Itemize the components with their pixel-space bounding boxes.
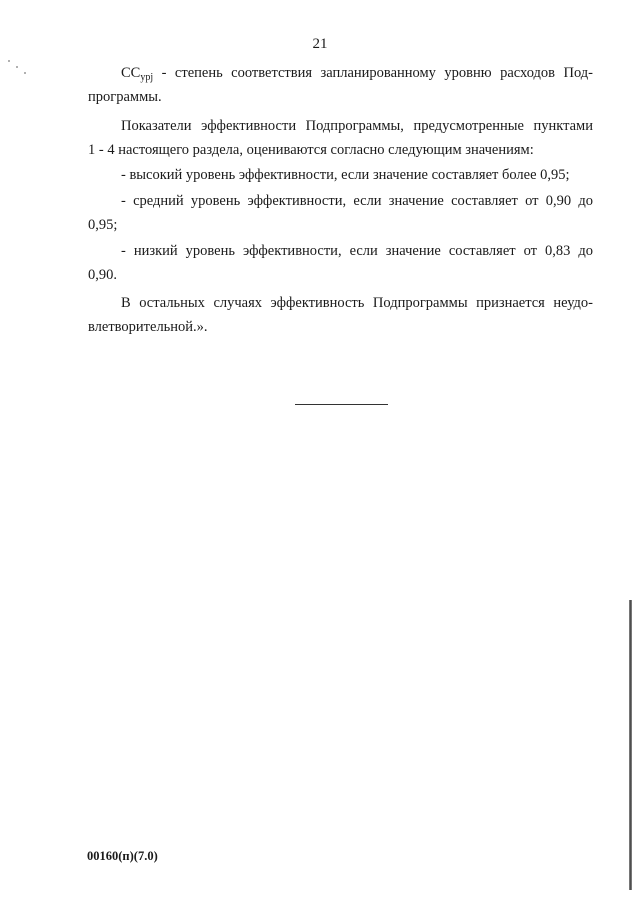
scan-speck bbox=[24, 72, 26, 74]
scan-edge-artifact bbox=[629, 600, 632, 890]
definition-symbol: $СС_{урј}$ bbox=[121, 65, 154, 83]
level-high: - высокий уровень эффективности, если значение составляет более 0,95; bbox=[121, 167, 570, 183]
other-line-2: влетворительной.». bbox=[88, 319, 208, 335]
level-low-line-2: 0,90. bbox=[88, 267, 117, 283]
definition-line-1 bbox=[121, 64, 593, 87]
level-medium-line-1: - средний уровень эффективности, если значение составляет от 0,90 до bbox=[121, 193, 593, 209]
intro-line-1: Показатели эффективности Подпрограммы, предусмотренные пунктами bbox=[121, 118, 593, 134]
separator-rule bbox=[295, 404, 388, 405]
scan-speck bbox=[8, 60, 10, 62]
definition-line-2: программы. bbox=[88, 89, 162, 105]
level-medium-line-2: 0,95; bbox=[88, 217, 118, 233]
scan-speck bbox=[16, 66, 18, 68]
page-number: 21 bbox=[312, 36, 328, 52]
document-code: 00160(п)(7.0) bbox=[87, 849, 158, 863]
definition-text: - степень соответствия запланированному уровню расходов Под- bbox=[161, 65, 594, 81]
intro-line-2: 1 - 4 настоящего раздела, оцениваются согласно следующим значениям: bbox=[88, 142, 534, 158]
other-line-1: В остальных случаях эффективность Подпрограммы признается неудо- bbox=[121, 295, 593, 311]
level-low-line-1: - низкий уровень эффективности, если значение составляет от 0,83 до bbox=[121, 243, 593, 259]
